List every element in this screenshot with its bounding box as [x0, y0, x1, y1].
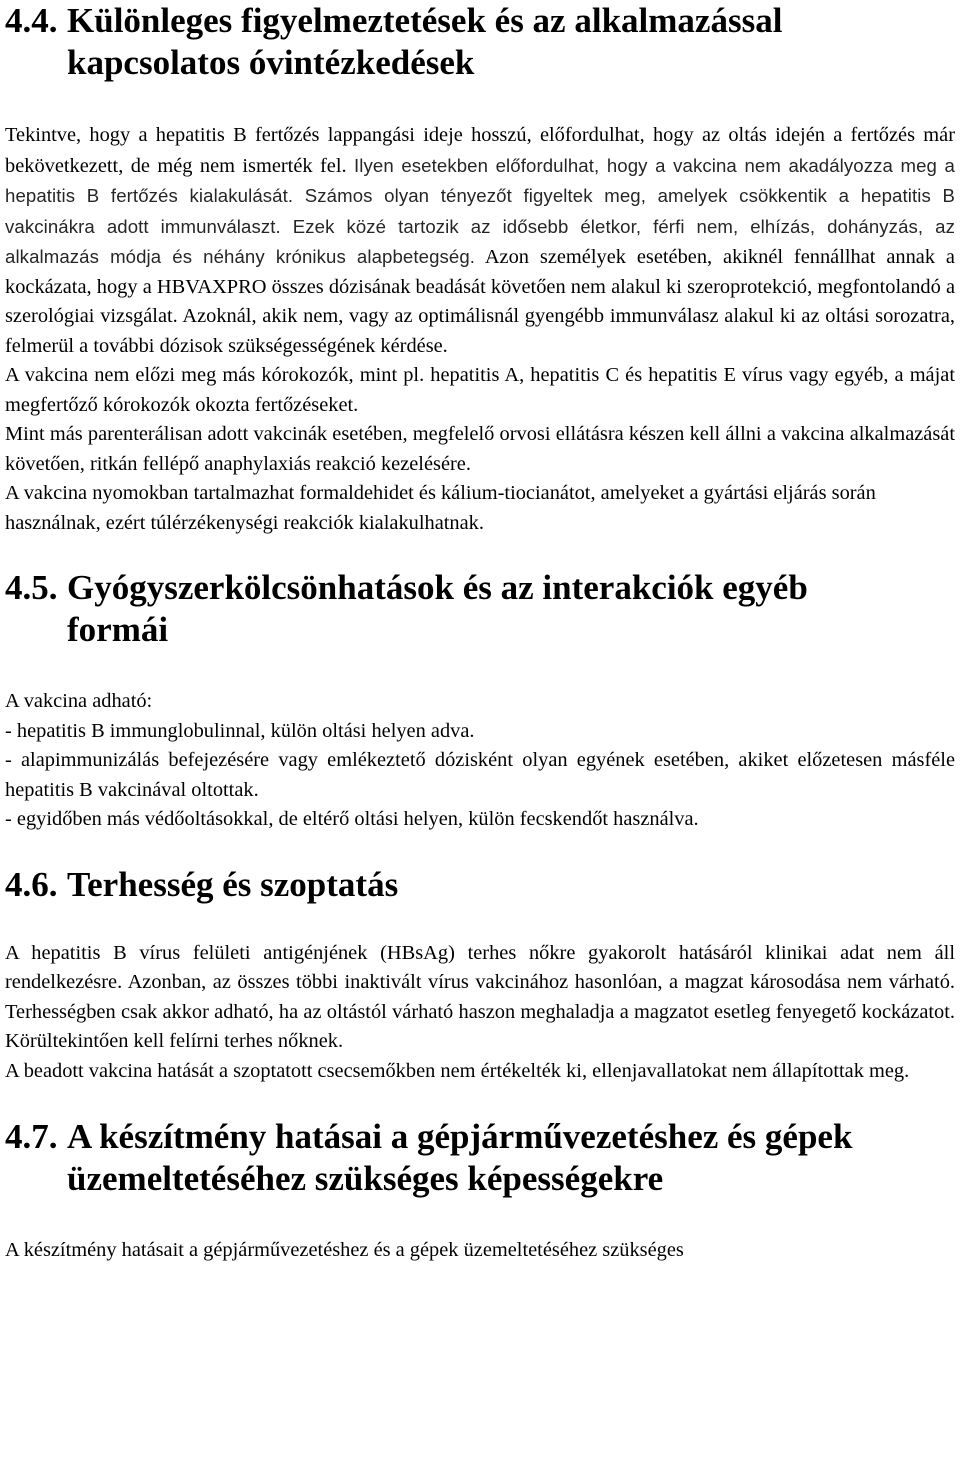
section-4-5-heading — [5, 567, 955, 651]
section-title-line: üzemeltetéséhez szükséges képességekre — [67, 1159, 664, 1198]
paragraph: A vakcina adható: — [5, 690, 153, 712]
paragraph: Mint más parenterálisan adott vakcinák esetében, megfelelő orvosi ellátásra készen kell állni a vakcina alkalmazását követően, ritkán fellépő anaphylaxiás reakció kezelésére. — [5, 423, 955, 475]
paragraph: A vakcina nyomokban tartalmazhat formaldehidet és kálium-tiocianátot, amelyeket a gyártási eljárás során használnak, ezért túlérzékenységi reakciók kialakulhatnak. — [5, 482, 876, 534]
section-title — [67, 0, 955, 84]
paragraph-text-sans: Ilyen esetekben előfordulhat, hogy a vakcina nem akadályozza meg a hepatitis B fertőzés kialakulását. Számos olyan tényezőt figyeltek meg, amelyek csökkentik a hepatitis B vakcinákra adott immunválaszt. Ezek közé tartozik az idősebb életkor, férfi nem, elhízás, dohányzás, az alkalmazás módja és néhány krónikus alapbetegség. — [5, 154, 955, 267]
paragraph — [5, 121, 955, 361]
paragraph: A vakcina nem előzi meg más kórokozók, mint pl. hepatitis A, hepatitis C és hepatitis E vírus vagy egyéb, a májat megfertőző kórokozók okozta fertőzéseket. — [5, 364, 955, 416]
section-title — [67, 567, 955, 651]
paragraph: A hepatitis B vírus felületi antigénjének (HBsAg) terhes nőkre gyakorolt hatásáról klinikai adat nem áll rendelkezésre. Azonban, az összes többi inaktivált vírus vakcinához hasonlóan, a magzat károsodása nem várható. Terhességben csak akkor adható, ha az oltástól várható haszon meghaladja a magzatot esetleg fenyegető kockázatot. Körültekintően kell felírni terhes nőknek. — [5, 941, 955, 1052]
paragraph-text: Tekintve, hogy a hepatitis B fertőzés lappangási ideje hosszú, előfordulhat, hogy az oltás idején a fertőzés már bekövetkezett, de még nem ismerték fel. — [5, 124, 955, 177]
document-page — [5, 0, 955, 1266]
paragraph-text: Azon személyek esetében, akiknél fennállhat annak a kockázata, hogy a HBVAXPRO összes dózisának beadását követően nem alakul ki szeroprotekció, megfontolandó a szerológiai vizsgálat. Azoknál, akik nem, vagy az optimálisnál gyengébb immunválasz alakul ki az oltási sorozatra, felmerül a további dózisok szükségességének kérdése. — [5, 246, 955, 357]
section-title — [67, 1116, 955, 1200]
section-4-4-heading — [5, 0, 955, 84]
paragraph: A készítmény hatásait a gépjárművezetéshez és a gépek üzemeltetéséhez szükséges — [5, 1239, 684, 1261]
section-number: 4.5. — [5, 568, 58, 607]
section-title-line: Gyógyszerkölcsönhatások és az interakciók egyéb — [67, 568, 808, 607]
section-number: 4.7. — [5, 1117, 58, 1156]
list-item: - hepatitis B immunglobulinnal, külön oltási helyen adva. — [5, 719, 475, 742]
section-title — [67, 864, 955, 906]
section-4-6-heading — [5, 864, 955, 906]
section-title-line: A készítmény hatásai a gépjárművezetéshez és gépek — [67, 1117, 853, 1156]
section-title-line: Különleges figyelmeztetések és az alkalmazással — [67, 1, 783, 40]
section-4-7-body — [5, 1236, 955, 1266]
section-title-line: formái — [67, 610, 169, 649]
section-4-6-body — [5, 939, 955, 1087]
section-4-7-heading — [5, 1116, 955, 1200]
section-number: 4.6. — [5, 864, 58, 904]
section-number: 4.4. — [5, 1, 58, 40]
section-title-line: kapcsolatos óvintézkedések — [67, 43, 475, 82]
section-title-line: Terhesség és szoptatás — [67, 864, 399, 904]
section-4-5-body — [5, 687, 955, 835]
paragraph: A beadott vakcina hatását a szoptatott csecsemőkben nem értékelték ki, ellenjavallatokat nem állapítottak meg. — [5, 1059, 910, 1082]
list-item: - alapimmunizálás befejezésére vagy emlékeztető dózisként olyan egyének esetében, akiket előzetesen másféle hepatitis B vakcinával oltottak. — [5, 749, 955, 801]
section-4-4-body — [5, 121, 955, 538]
list-item: - egyidőben más védőoltásokkal, de eltérő oltási helyen, külön fecskendőt használva. — [5, 808, 699, 830]
